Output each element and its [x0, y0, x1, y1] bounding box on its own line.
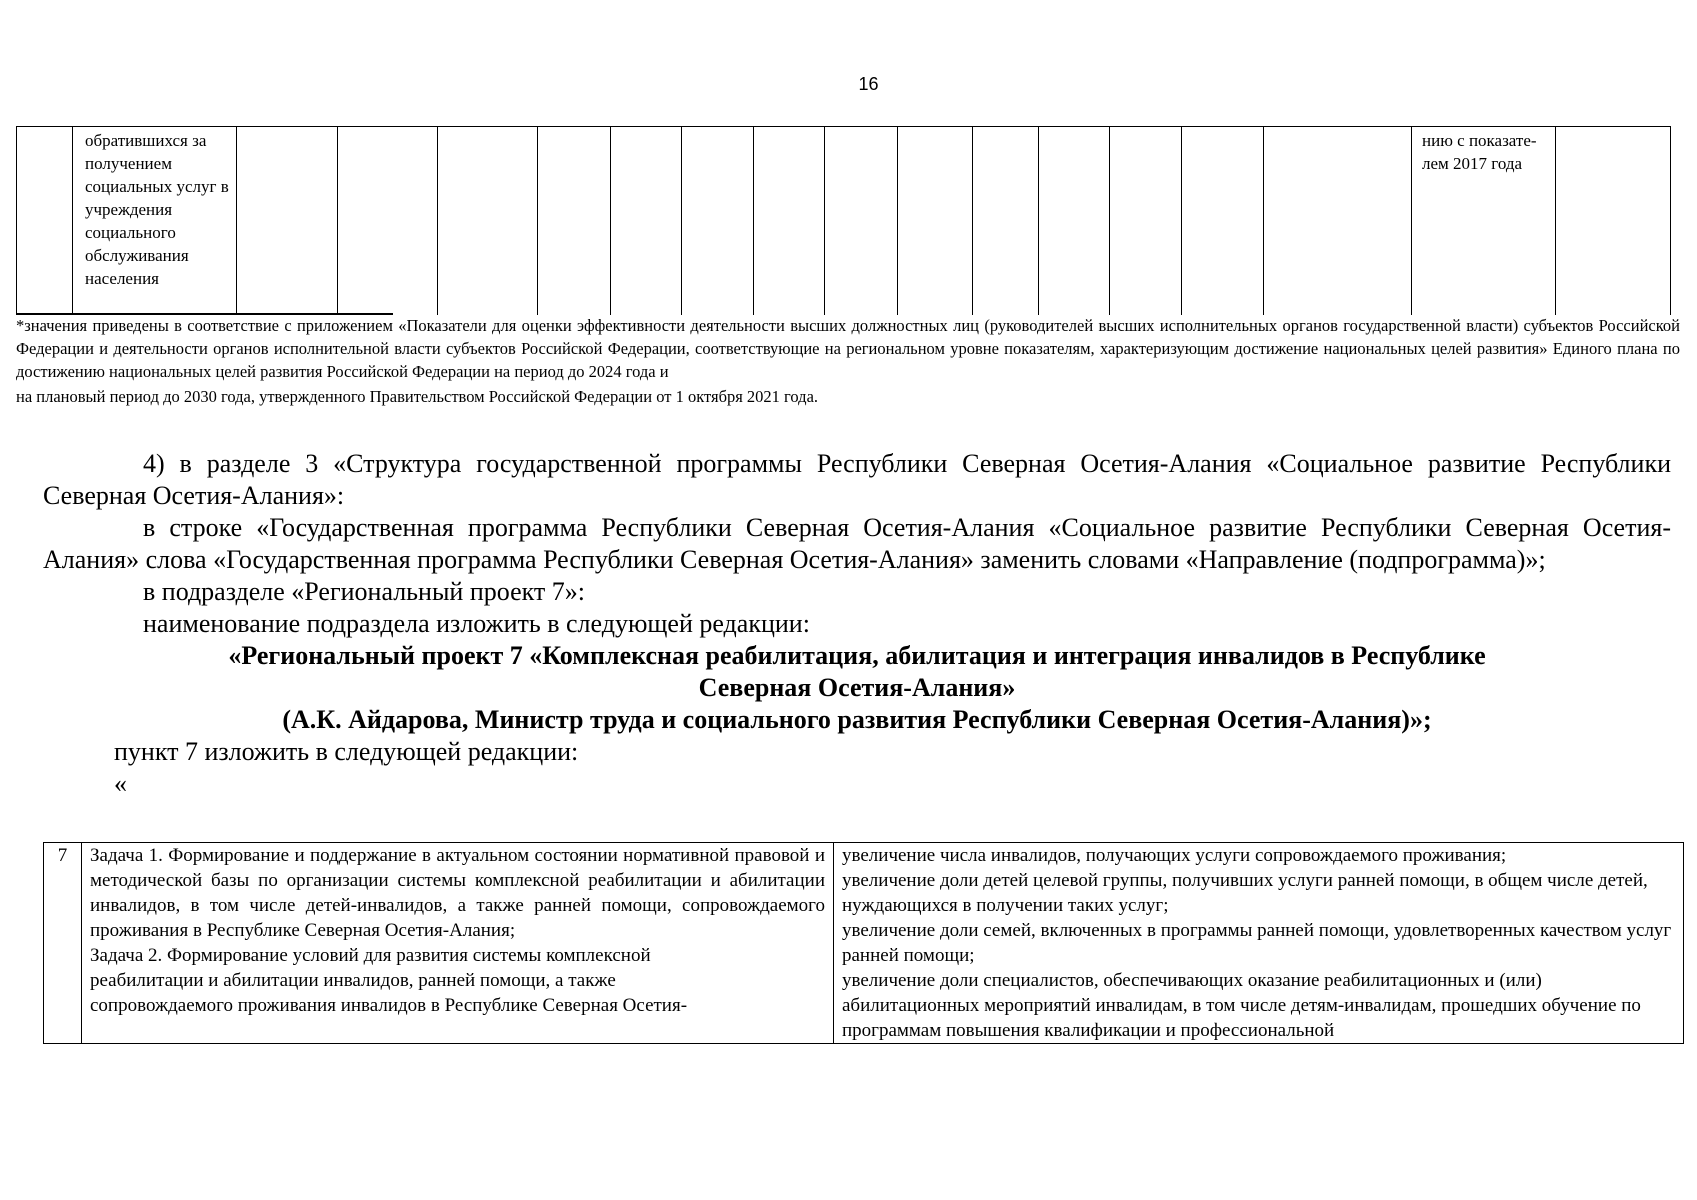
- task-1: Задача 1. Формирование и поддержание в актуальном состоянии нормативной правовой и методической базы по организации системы комплексной реабилитации и абилитации инвалидов, в том числе детей-инвалидов, а также ранней помощи, сопровождаемого проживания в Республике Северная Осетия-Алания;: [90, 845, 825, 941]
- page-number: 16: [858, 74, 879, 94]
- task-2-line: сопровождаемого проживания инвалидов в Республике Северная Осетия-: [90, 995, 688, 1016]
- task-2-line: Задача 2. Формирование условий для развития системы комплексной: [90, 945, 651, 966]
- footnote-text: *значения приведены в соответствие с приложением «Показатели для оценки эффективности деятельности высших должностных лиц (руководителей высших исполнительных органов государственной власти) субъектов Российской Федерации и деятельности органов исполнительной власти субъектов Российской Федерации, соответствующие на региональном уровне показателям, характеризующим достижение национальных целей развития» Единого плана по достижению национальных целей развития Российской Федерации на период до 2024 года и: [16, 316, 1680, 381]
- paragraph: наименование подраздела изложить в следующей редакции:: [143, 609, 810, 638]
- table-cell: [1264, 127, 1412, 316]
- section-heading-cont: Северная Осетия-Алания»: [698, 673, 1016, 702]
- indicators-table-fragment: [16, 126, 1671, 315]
- table-row: [17, 127, 1671, 316]
- table-cell: [1182, 127, 1264, 316]
- table-cell: [538, 127, 611, 316]
- table-row: [44, 843, 1684, 1044]
- table-cell: [438, 127, 538, 316]
- task-2-line: реабилитации и абилитации инвалидов, ранней помощи, а также: [90, 970, 616, 991]
- paragraph: пункт 7 изложить в следующей редакции:: [114, 737, 579, 766]
- table-cell: [338, 127, 438, 316]
- result-item: увеличение доли детей целевой группы, получивших услуги ранней помощи, в общем числе детей, нуждающихся в получении таких услуг;: [842, 870, 1648, 916]
- table-cell: [973, 127, 1039, 316]
- table-cell-comparison-note: нию с показате- лем 2017 года: [1412, 127, 1556, 316]
- table-cell: [17, 127, 73, 316]
- amendment-text: [43, 448, 1671, 800]
- table-cell: [825, 127, 898, 316]
- paragraph: в подразделе «Региональный проект 7»:: [143, 577, 585, 606]
- results-cell: [834, 843, 1684, 1044]
- tasks-cell: [82, 843, 834, 1044]
- project-tasks-table: [43, 842, 1684, 1044]
- table-cell: [682, 127, 754, 316]
- paragraph: в строке «Государственная программа Республики Северная Осетия-Алания «Социальное развитие Республики Северная Осетия-Алания» слова «Государственная программа Республики Северная Осетия-Алания» заменить словами «Направление (подпрограмма)»;: [43, 513, 1671, 574]
- table-cell-indicator-name: обратившихся за получением социальных услуг в учреждения социального обслуживания населения: [73, 127, 237, 316]
- table-cell: [754, 127, 825, 316]
- section-heading: «Региональный проект 7 «Комплексная реабилитация, абилитация и интеграция инвалидов в Республике: [228, 641, 1486, 670]
- result-item: увеличение доли семей, включенных в программы ранней помощи, удовлетворенных качеством услуг ранней помощи;: [842, 920, 1672, 966]
- table-cell: [898, 127, 973, 316]
- footnote-last-line: на плановый период до 2030 года, утвержденного Правительством Российской Федерации от 1 октября 2021 года.: [16, 387, 819, 406]
- row-number: 7: [44, 843, 82, 1044]
- opening-quote: «: [114, 769, 127, 798]
- table-cell: [1110, 127, 1182, 316]
- table-cell: [237, 127, 338, 316]
- table-cell: [1039, 127, 1110, 316]
- table-cell: [611, 127, 682, 316]
- result-item: увеличение доли специалистов, обеспечивающих оказание реабилитационных и (или) абилитационных мероприятий инвалидам, в том числе детям-инвалидам, прошедших обучение по программам повышения квалификации и профессиональной: [842, 970, 1641, 1041]
- paragraph: 4) в разделе 3 «Структура государственной программы Республики Северная Осетия-Алания «Социальное развитие Республики Северная Осетия-Алания»:: [43, 449, 1671, 510]
- result-item: увеличение числа инвалидов, получающих услуги сопровождаемого проживания;: [842, 845, 1507, 866]
- footnote: [16, 314, 1680, 408]
- table-cell: [1556, 127, 1671, 316]
- responsible-person: (А.К. Айдарова, Министр труда и социального развития Республики Северная Осетия-Алания)»;: [282, 705, 1432, 734]
